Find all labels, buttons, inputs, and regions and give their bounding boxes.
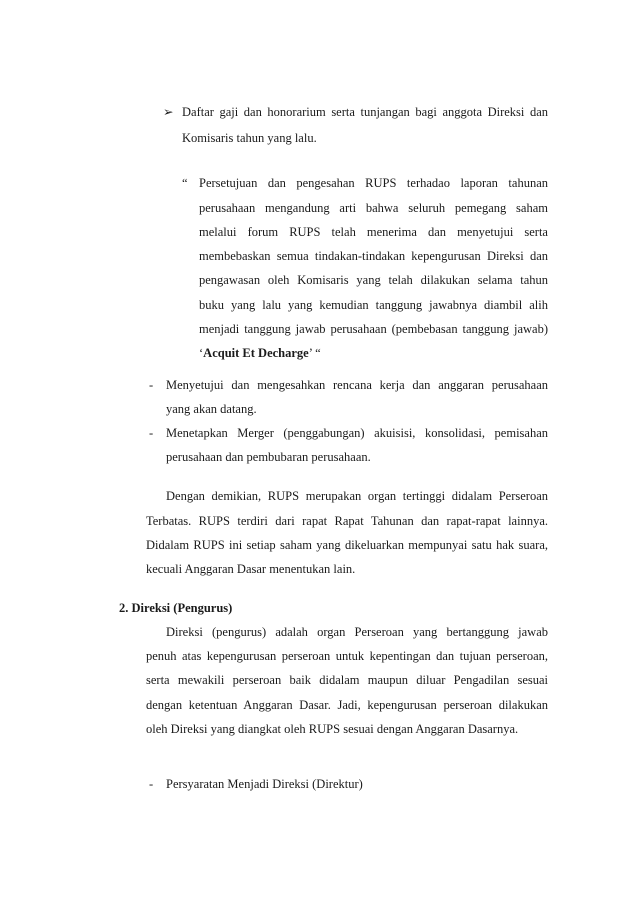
- rups-paragraph-line: Terbatas. RUPS terdiri dari rapat Rapat Tahunan dan rapat-rapat lainnya.: [146, 514, 548, 528]
- acquit-et-decharge-term: Acquit Et Decharge: [203, 346, 309, 360]
- section-heading: 2. Direksi (Pengurus): [119, 601, 233, 615]
- section-paragraph-line: penuh atas kepengurusan perseroan untuk kepentingan dan tujuan perseroan,: [146, 649, 548, 663]
- dash-item-line-1: Menetapkan Merger (penggabungan) akuisisi, konsolidasi, pemisahan: [166, 426, 548, 440]
- section-paragraph-line: serta mewakili perseroan baik didalam maupun diluar Pengadilan sesuai: [146, 673, 548, 687]
- dash-item-line-1: Menyetujui dan mengesahkan rencana kerja dan anggaran perusahaan: [166, 378, 548, 392]
- bullet-item-line-2: Komisaris tahun yang lalu.: [182, 131, 317, 145]
- final-item-text: Persyaratan Menjadi Direksi (Direktur): [166, 777, 363, 791]
- quote-inner-open-mark: ‘: [199, 346, 204, 360]
- rups-paragraph-line: Didalam RUPS ini setiap saham yang dikeluarkan mempunyai satu hak suara,: [146, 538, 548, 552]
- dash-marker: -: [149, 777, 154, 791]
- quote-line: Persetujuan dan pengesahan RUPS terhadao laporan tahunan: [199, 176, 548, 190]
- quote-line: melalui forum RUPS telah menerima dan menyetujui serta: [199, 225, 548, 239]
- quote-line: membebaskan semua tindakan-tindakan kepengurusan Direksi dan: [199, 249, 548, 263]
- rups-paragraph-line: Dengan demikian, RUPS merupakan organ tertinggi didalam Perseroan: [166, 489, 548, 503]
- quote-close-marks: ’ “: [308, 346, 321, 360]
- quote-line: pengawasan oleh Komisaris yang telah dilakukan selama tahun: [199, 273, 548, 287]
- arrow-bullet-icon: ➢: [163, 105, 174, 119]
- quote-last-line: [199, 345, 321, 361]
- rups-paragraph-line: kecuali Anggaran Dasar menentukan lain.: [146, 562, 356, 576]
- quote-line: perusahaan mengandung arti bahwa seluruh pemegang saham: [199, 201, 548, 215]
- section-paragraph-line: dengan ketentuan Anggaran Dasar. Jadi, kepengurusan perseroan dilakukan: [146, 698, 548, 712]
- dash-marker: -: [149, 378, 154, 392]
- dash-marker: -: [149, 426, 154, 440]
- quote-line: buku yang lalu yang kemudian tanggung jawabnya diambil alih: [199, 298, 548, 312]
- quote-open-mark: “: [182, 176, 188, 190]
- bullet-item-line-1: Daftar gaji dan honorarium serta tunjangan bagi anggota Direksi dan: [182, 105, 548, 119]
- section-paragraph-line: oleh Direksi yang diangkat oleh RUPS sesuai dengan Anggaran Dasarnya.: [146, 722, 519, 736]
- dash-item-line-2: yang akan datang.: [166, 402, 257, 416]
- dash-item-line-2: perusahaan dan pembubaran perusahaan.: [166, 450, 371, 464]
- section-paragraph-line: Direksi (pengurus) adalah organ Perseroan yang bertanggung jawab: [166, 625, 548, 639]
- quote-line: menjadi tanggung jawab perusahaan (pembebasan tanggung jawab): [199, 322, 548, 336]
